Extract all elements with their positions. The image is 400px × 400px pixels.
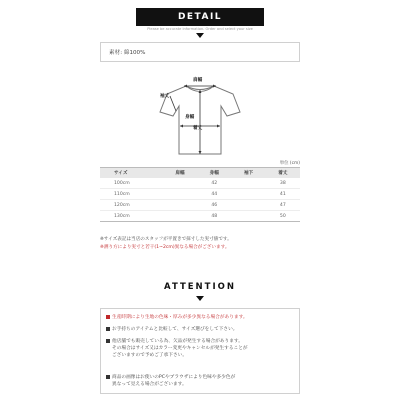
table-cell: 48 (197, 211, 231, 222)
table-cell: 100cm (100, 178, 163, 189)
table-header-cell: 身幅 (197, 168, 231, 179)
table-cell (163, 189, 197, 200)
table-cell: 38 (266, 178, 300, 189)
table-cell: 130cm (100, 211, 163, 222)
chevron-down-icon (196, 33, 204, 38)
table-cell: 47 (266, 200, 300, 211)
size-warning-note: ※测り方により実寸と若干(1~2cm)異なる場合がございます。 (100, 245, 230, 250)
table-cell (231, 200, 265, 211)
table-cell (163, 200, 197, 211)
attention-item: 他店舗でも販売している為、欠品が発生する場合があります。 (106, 338, 296, 345)
page-title: DETAIL INFORMATION (155, 12, 244, 40)
label-sleeve: 袖丈 (160, 94, 170, 99)
tshirt-diagram (150, 76, 250, 158)
square-bullet-icon (106, 315, 110, 319)
table-header-cell: 袖下 (231, 168, 265, 179)
table-row (100, 211, 300, 222)
label-length: 着丈 (193, 126, 203, 131)
size-table (100, 167, 300, 222)
table-cell (231, 211, 265, 222)
attention-item: 商品の画像はお使いのPCやブラウザにより色味や多少色が (106, 374, 296, 381)
table-header-cell: サイズ (100, 168, 163, 179)
table-cell: 44 (197, 189, 231, 200)
attention-item: 生産時期により生地の色味・厚みが多少異なる場合があります。 (106, 314, 296, 321)
square-bullet-icon (106, 375, 110, 379)
table-row (100, 200, 300, 211)
material-text: 素材: 綿100% (109, 50, 146, 56)
header-subtitle: Please be accurate information. Order and select your size (147, 27, 253, 31)
table-cell: 41 (266, 189, 300, 200)
table-header-cell: 肩幅 (163, 168, 197, 179)
table-cell (163, 178, 197, 189)
attention-item-continued: ございますので予めご了承下さい。 (112, 353, 188, 358)
size-note: ※サイズ表記は当店のスタッフが平置きで採寸した実寸値です。 (100, 237, 232, 242)
chevron-down-icon (196, 296, 204, 301)
table-header-row (100, 168, 300, 179)
attention-title: ATTENTION (164, 282, 236, 292)
attention-item-continued: その場合はサイズ又はカラー変更やキャンセルが発生することが (112, 346, 248, 351)
label-shoulder: 肩幅 (193, 78, 203, 83)
table-cell: 110cm (100, 189, 163, 200)
sleeve-measure-line (170, 96, 176, 111)
label-body-width: 身幅 (185, 115, 195, 120)
unit-label: 単位 (cm) (279, 161, 300, 166)
table-cell: 46 (197, 200, 231, 211)
attention-item-continued: 異なって見える場合がございます。 (112, 382, 187, 387)
table-header-cell: 着丈 (266, 168, 300, 179)
table-cell (163, 211, 197, 222)
table-cell: 50 (266, 211, 300, 222)
square-bullet-icon (106, 339, 110, 343)
square-bullet-icon (106, 327, 110, 331)
table-row (100, 178, 300, 189)
table-cell: 120cm (100, 200, 163, 211)
table-cell: 42 (197, 178, 231, 189)
attention-item: お手持ちのアイテムと比較して、サイズ選びをして下さい。 (106, 326, 296, 333)
table-cell (231, 189, 265, 200)
table-cell (231, 178, 265, 189)
table-row (100, 189, 300, 200)
